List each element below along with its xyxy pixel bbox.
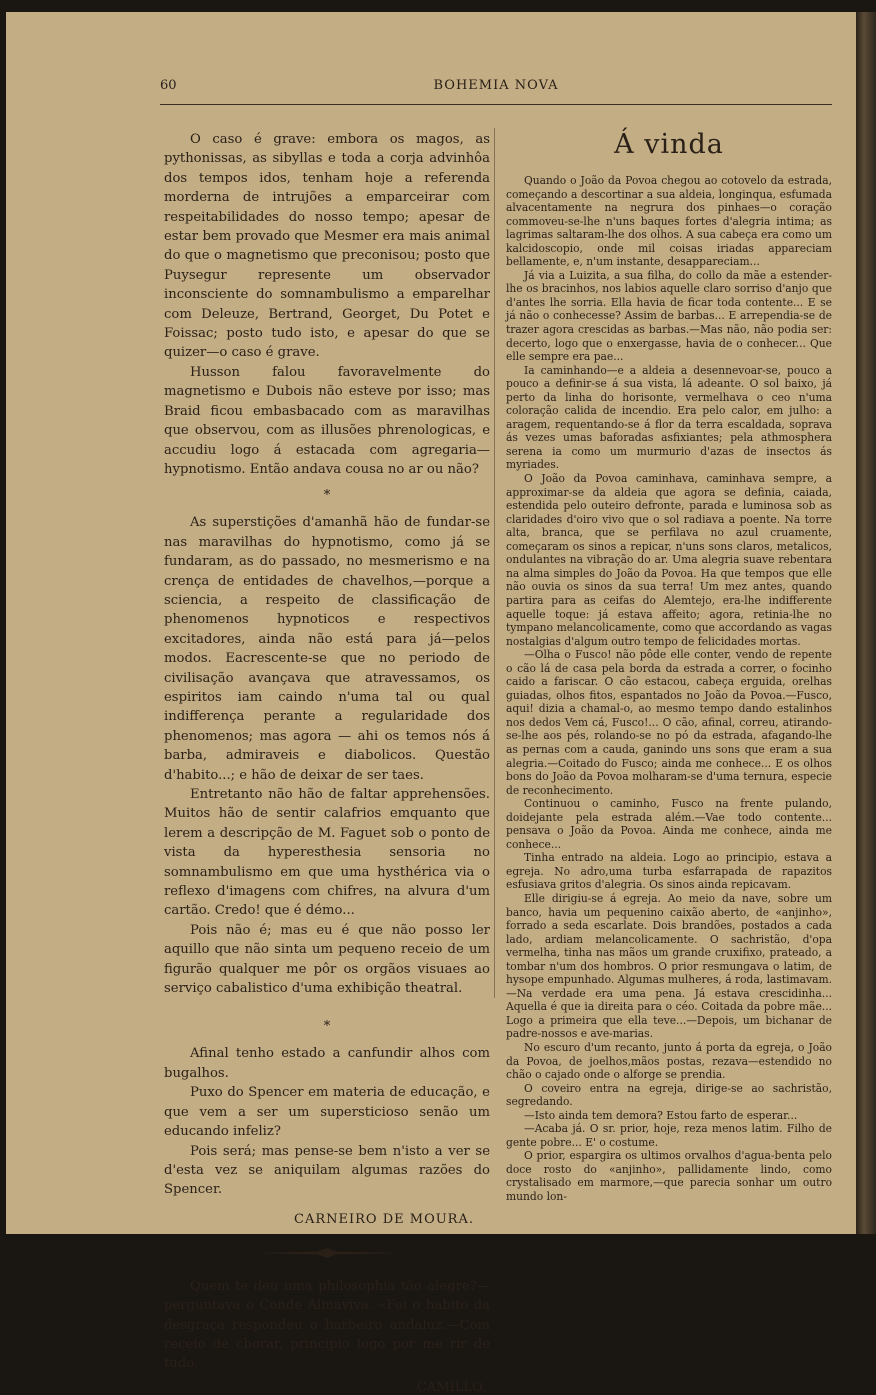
page-number: 60 <box>160 78 177 93</box>
page-header <box>160 78 832 98</box>
paragraph: O prior, espargira os ultimos orvalhos d'agua-benta pelo doce rosto do «anjinho», pallidamente lindo, como crystalisado em marmore,—que parecia sonhar um outro mundo lon- <box>506 1149 832 1204</box>
running-title: BOHEMIA NOVA <box>433 78 559 93</box>
section-separator: * <box>323 488 331 504</box>
paragraph: Puxo do Spencer em materia de educação, e que vem a ser um supersticioso senão um educando infeliz? <box>164 1085 490 1140</box>
paragraph: Ia caminhando—e a aldeia a desennevoar-se, pouco a pouco a definir-se á sua vista, lá adeante. O sol baixo, já perto da linha do horisonte, vermelhava o ceo n'uma coloração calida de incendio. Era pelo calor, em julho: a aragem, requentando-se á flor da terra escaldada, soprava ás vezes umas baforadas asfixiantes; pela athmosphera serena ia como um murmurio d'azas de insectos ás myriades. <box>506 363 832 472</box>
paragraph: Pois não é; mas eu é que não posso ler aquillo que não sinta um pequeno receio de um figurão qualquer me pôr os orgãos visuaes ao serviço cabalistico d'uma exhibição theatral. <box>164 922 490 997</box>
paragraph: O coveiro entra na egreja, dirige-se ao sachristão, segredando. <box>506 1081 832 1109</box>
paragraph: Já via a Luizita, a sua filha, do collo da mãe a estender-lhe os bracinhos, nos labios aquelle claro sorriso d'anjo que d'antes lhe sorria. Ella havia de ficar toda contente... E se já não o conhecesse? Assim de barbas... E arrependia-se de trazer agora crescidas as barbas.—Mas não, não podia ser: decerto, logo que o enxergasse, havia de o conhecer... Que elle sempre era pae... <box>506 268 832 364</box>
paragraph: Entretanto não hão de faltar apprehensões. Muitos hão de sentir calafrios emquanto que lerem a descripção de M. Faguet sob o ponto de vista da hyperesthesia sensoria no somnambulismo em que uma hysthérica via o reflexo d'imagens com chifres, na alvura d'um cartão. Credo! que é démo... <box>164 787 490 919</box>
right-column <box>506 125 832 1204</box>
author-signature: CAMILLO. <box>416 1379 486 1395</box>
author-signature: CARNEIRO DE MOURA. <box>294 1211 474 1227</box>
paragraph: As superstições d'amanhã hão de fundar-se nas maravilhas do hypnotismo, como já se fundaram, as do passado, no mesmerismo e na crença de entidades de chavelhos,—porque a sciencia, a respeito de classificação de phenomenos hypnoticos e respectivos excitadores, ainda não está para já—pelos modos. Eacrescente-se que no periodo de civilisação avançava que atravessamos, os espiritos iam caindo n'uma tal ou qual indifferença perante a regularidade dos phenomenos; mas agora — ahi os temos nós á barba, admiraveis e diabolicos. Questão d'habito...; e hão de deixar de ser taes. <box>164 515 490 783</box>
paragraph: —Olha o Fusco! não pôde elle conter, vendo de repente o cão lá de casa pela borda da estrada a correr, o focinho caido a fariscar. O cão estacou, cabeça erguida, orelhas guiadas, olhos fitos, espantados no João da Povoa.—Fusco, aqui! dizia a chamal-o, ao mesmo tempo dando estalinhos nos dedos Vem cá, Fusco!... O cão, afinal, correu, atirando-se-lhe aos pés, rolando-se no pó da estrada, afagando-lhe as pernas com a cauda, ganindo uns sons que eram a sua alegria.—Coitado do Fusco; ainda me conhece... E os olhos bons do João da Povoa molharam-se d'uma ternura, especie de reconhecimento. <box>506 648 832 797</box>
section-separator: * <box>323 1019 331 1035</box>
paragraph: Tinha entrado na aldeia. Logo ao principio, estava a egreja. No adro,uma turba esfarrapada de rapazitos esfusiava gritos d'alegria. Os sinos ainda repicavam. <box>506 851 832 892</box>
paragraph: Husson falou favoravelmente do magnetismo e Dubois não esteve por isso; mas Braid ficou embasbacado com as maravilhas que observou, com as illusões phrenologicas, e accudiu logo á estacada com agregaria—hypnotismo. Então andava cousa no ar ou não? <box>164 364 490 477</box>
column-divider <box>494 128 495 998</box>
paragraph: —Acaba já. O sr. prior, hoje, reza menos latim. Filho de gente pobre... E' o costume. <box>506 1122 832 1149</box>
header-rule <box>160 104 832 105</box>
paragraph: —Isto ainda tem demora? Estou farto de esperar... <box>524 1108 798 1122</box>
article-title: Á vinda <box>614 129 724 160</box>
paragraph: No escuro d'um recanto, junto á porta da egreja, o João da Povoa, de joelhos,mãos postas, rezava—estendido no chão o cajado onde o alforge se prendia. <box>506 1041 832 1082</box>
paragraph: Quem te deu uma philosophia tão alegre?—perguntava o Conde Almaviva. «Foi o habito da desgraça respondeu o barbeiro andaluz.—Com receio de chorar, principio logo por me rir de tudo. <box>164 1278 490 1372</box>
binding-spine <box>856 12 876 1234</box>
paragraph: Pois será; mas pense-se bem n'isto a ver se d'esta vez se aniquilam algumas razões do Spencer. <box>164 1143 490 1198</box>
left-column <box>164 130 490 1395</box>
paragraph: Afinal tenho estado a canfundir alhos com bugalhos. <box>164 1046 490 1081</box>
paragraph: Elle dirigiu-se á egreja. Ao meio da nave, sobre um banco, havia um pequenino caixão aberto, de «anjinho», forrado a seda escarlate. Dois brandões, postados a cada lado, ardiam melancolicamente. O sachristão, d'opa vermelha, tinha nas mãos um grande cruxifixo, prateado, a tombar n'um dos hombros. O prior resmungava o latim, de hysope empunhado. Algumas mulheres, á roda, lastimavam.—Na verdade era uma pena. Já estava crescidinha... Aquella é que ia direita para o céo. Coitada da pobre mãe... Logo a primeira que ella teve...—Depois, um bichanar de padre-nossos e ave-marias. <box>506 891 832 1041</box>
paragraph: Quando o João da Povoa chegou ao cotovelo da estrada, começando a descortinar a sua aldeia, longinqua, esfumada alvacentamente na negrura dos pinhaes—o coração commoveu-se-lhe n'uns baques fortes d'alegria intima; as lagrimas saltaram-lhe dos olhos. A sua cabeça era como um kalcidoscopio, onde mil coisas iriadas appareciam bellamente, e, n'um instante, desappareciam... <box>506 174 832 269</box>
paragraph: Continuou o caminho, Fusco na frente pulando, doidejante pela estrada além.—Vae todo contente... pensava o João da Povoa. Ainda me conhece, ainda me conhece... <box>506 797 832 851</box>
paragraph: O caso é grave: embora os magos, as pythonissas, as sibyllas e toda a corja advinhôa dos tempos idos, tenham hoje a referenda morderna de intrujões a emparceirar com respeitabilidades do nosso tempo; apesar de estar bem provado que Mesmer era mais animal do que o magnetismo que preconisou; posto que Puysegur represente um observador inconsciente do somnambulismo a emparelhar com Deleuze, Bertrand, Georget, Du Potet e Foissac; posto tudo isto, e apesar do que se quizer—o caso é grave. <box>164 132 490 361</box>
paragraph: O João da Povoa caminhava, caminhava sempre, a approximar-se da aldeia que agora se definia, caiada, estendida pelo outeiro defronte, parada e luminosa sob as claridades d'oiro vivo que o sol radiava a poente. Na torre alta, branca, que se perfilava no azul cruamente, começaram os sinos a repicar, n'uns sons claros, metalicos, ondulantes na vibração do ar. Uma alegria suave rebentara na alma simples do João da Povoa. Ha que tempos que elle não ouvia os sinos da sua terra! Um mez antes, quando partira para as ceifas do Alemtejo, era-lhe indifferente aquelle toque: já estava affeito; agora, retinia-lhe no tympano melancolicamente, como que accordando as vagas nostalgias d'algum outro tempo de felicidades mortas. <box>506 472 832 648</box>
